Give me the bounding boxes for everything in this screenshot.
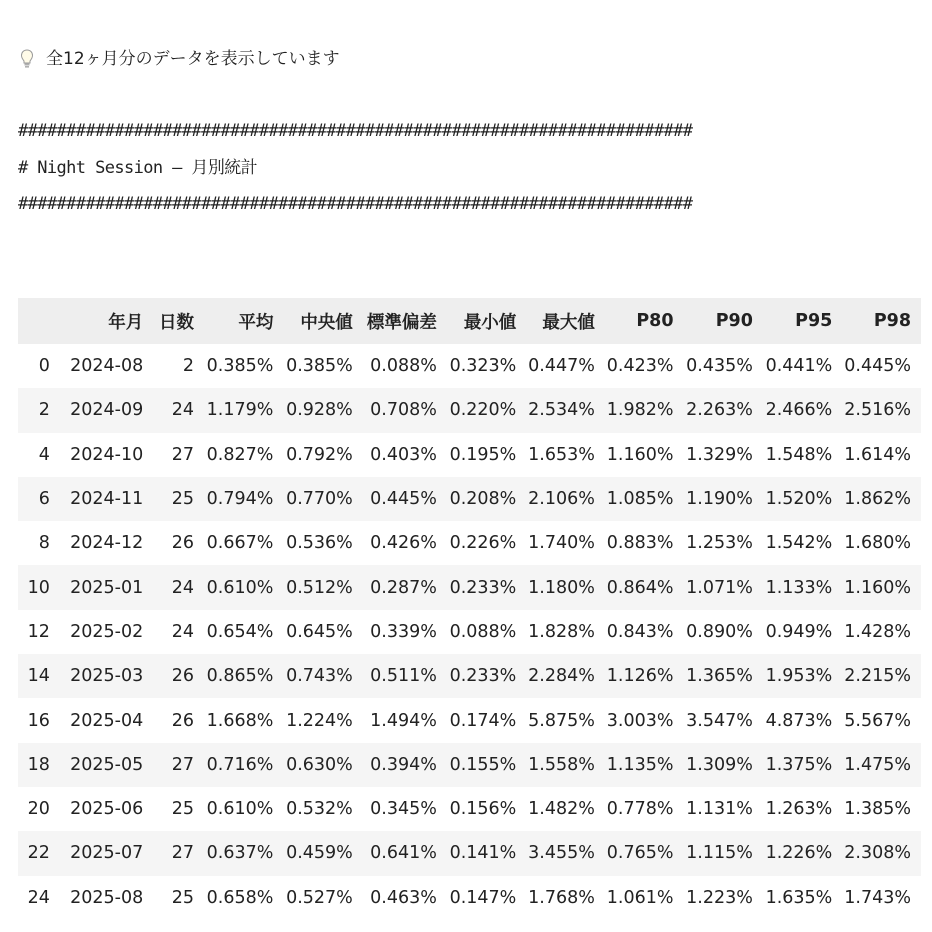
column-header-p98: P98 [873, 311, 911, 331]
table-row [18, 787, 921, 831]
cell-p98: 1.428% [844, 621, 911, 642]
cell-p80: 1.982% [606, 400, 674, 421]
cell-p80: 0.765% [606, 843, 674, 864]
cell-p95: 0.949% [765, 621, 833, 642]
cell-max: 3.455% [528, 843, 595, 864]
table-row [18, 876, 921, 920]
cell-month: 2025-03 [70, 666, 144, 687]
cell-max: 5.875% [528, 710, 595, 731]
cell-mean: 1.179% [206, 400, 274, 421]
cell-p95: 1.375% [765, 754, 833, 775]
cell-mean: 0.637% [206, 843, 274, 864]
column-header-p95: P95 [795, 311, 833, 331]
cell-days: 27 [171, 843, 194, 864]
cell-p95: 1.542% [765, 533, 833, 554]
cell-days: 26 [171, 666, 194, 687]
cell-days: 25 [171, 489, 194, 510]
cell-p98: 1.862% [844, 489, 911, 510]
cell-p90: 0.890% [686, 621, 753, 642]
column-header-min: 最小値 [463, 312, 517, 333]
cell-stddev: 0.403% [370, 444, 437, 465]
cell-median: 0.536% [286, 533, 353, 554]
cell-mean: 0.865% [206, 666, 274, 687]
cell-days: 24 [171, 621, 194, 642]
cell-p90: 1.253% [686, 533, 753, 554]
cell-mean: 1.668% [206, 710, 274, 731]
cell-p95: 1.548% [765, 444, 833, 465]
info-text: 全12ヶ月分のデータを表示しています [46, 49, 340, 69]
cell-p95: 1.226% [765, 843, 833, 864]
cell-median: 0.743% [286, 666, 353, 687]
cell-month: 2025-08 [70, 887, 144, 908]
cell-min: 0.156% [449, 799, 517, 820]
cell-month: 2025-07 [70, 843, 144, 864]
table-row [18, 477, 921, 521]
cell-max: 1.482% [528, 799, 595, 820]
cell-stddev: 0.641% [370, 843, 437, 864]
header-rule-top: ###################################################################### [18, 121, 693, 141]
cell-p98: 2.516% [844, 400, 911, 421]
cell-month: 2025-01 [70, 577, 144, 598]
cell-mean: 0.667% [206, 533, 274, 554]
section-title: # Night Session – 月別統計 [18, 158, 258, 178]
cell-stddev: 0.345% [370, 799, 437, 820]
cell-p80: 0.843% [606, 621, 674, 642]
monthly-stats-table [18, 298, 921, 920]
cell-p90: 1.309% [686, 754, 753, 775]
cell-median: 0.527% [286, 887, 353, 908]
column-header-mean: 平均 [238, 312, 274, 333]
table-row [18, 344, 921, 388]
cell-p95: 1.263% [765, 799, 833, 820]
cell-p80: 0.778% [606, 799, 674, 820]
cell-p90: 3.547% [686, 710, 753, 731]
cell-mean: 0.654% [206, 621, 274, 642]
table-row [18, 610, 921, 654]
cell-stddev: 0.394% [370, 754, 437, 775]
cell-p95: 1.953% [765, 666, 833, 687]
cell-stddev: 0.339% [370, 621, 437, 642]
cell-days: 27 [171, 444, 194, 465]
table-row [18, 433, 921, 477]
cell-index: 20 [27, 799, 50, 820]
cell-days: 27 [171, 754, 194, 775]
cell-max: 1.768% [528, 887, 595, 908]
cell-max: 2.106% [528, 489, 595, 510]
cell-median: 0.770% [286, 489, 353, 510]
cell-p98: 0.445% [844, 356, 911, 377]
cell-median: 0.645% [286, 621, 353, 642]
cell-month: 2025-06 [70, 799, 144, 820]
cell-min: 0.233% [449, 577, 517, 598]
cell-p90: 1.071% [686, 577, 753, 598]
cell-p95: 1.635% [765, 887, 833, 908]
cell-mean: 0.610% [206, 577, 274, 598]
lightbulb-icon [20, 49, 34, 69]
cell-index: 4 [38, 444, 50, 465]
cell-days: 25 [171, 799, 194, 820]
table-row [18, 831, 921, 875]
cell-p90: 1.115% [686, 843, 753, 864]
cell-p90: 2.263% [686, 400, 753, 421]
cell-max: 1.740% [528, 533, 595, 554]
cell-mean: 0.794% [206, 489, 274, 510]
cell-min: 0.174% [449, 710, 517, 731]
cell-max: 1.828% [528, 621, 595, 642]
cell-median: 0.512% [286, 577, 353, 598]
cell-month: 2024-10 [70, 444, 144, 465]
cell-index: 14 [27, 666, 50, 687]
cell-p98: 1.385% [844, 799, 911, 820]
table-header-row [18, 298, 921, 344]
column-header-p90: P90 [715, 311, 753, 331]
cell-stddev: 0.708% [370, 400, 437, 421]
cell-p98: 1.160% [844, 577, 911, 598]
table-row [18, 521, 921, 565]
cell-p95: 1.520% [765, 489, 833, 510]
cell-p80: 1.126% [606, 666, 674, 687]
table-row [18, 698, 921, 742]
cell-days: 24 [171, 577, 194, 598]
cell-p90: 0.435% [686, 356, 753, 377]
cell-p95: 2.466% [765, 400, 833, 421]
cell-min: 0.147% [449, 887, 517, 908]
cell-median: 0.459% [286, 843, 353, 864]
cell-p80: 0.423% [606, 356, 674, 377]
cell-mean: 0.658% [206, 887, 274, 908]
cell-median: 0.928% [286, 400, 353, 421]
cell-p90: 1.365% [686, 666, 753, 687]
cell-median: 0.630% [286, 754, 353, 775]
header-rule-bottom: ###################################################################### [18, 194, 693, 214]
cell-p98: 1.475% [844, 754, 911, 775]
cell-month: 2025-02 [70, 621, 144, 642]
cell-days: 26 [171, 533, 194, 554]
cell-p98: 1.614% [844, 444, 911, 465]
cell-median: 0.385% [286, 356, 353, 377]
cell-month: 2024-08 [70, 356, 144, 377]
cell-stddev: 0.426% [370, 533, 437, 554]
cell-max: 1.558% [528, 754, 595, 775]
cell-days: 25 [171, 887, 194, 908]
cell-p98: 1.743% [844, 887, 911, 908]
table-row [18, 654, 921, 698]
table-body [18, 344, 921, 920]
cell-max: 2.284% [528, 666, 595, 687]
cell-min: 0.195% [449, 444, 517, 465]
cell-p90: 1.190% [686, 489, 753, 510]
cell-month: 2025-04 [70, 710, 144, 731]
cell-p80: 1.061% [606, 887, 674, 908]
column-header-days: 日数 [159, 312, 194, 333]
table-row [18, 743, 921, 787]
cell-month: 2024-11 [70, 489, 144, 510]
cell-stddev: 1.494% [370, 710, 437, 731]
cell-median: 1.224% [286, 710, 353, 731]
cell-p98: 2.215% [844, 666, 911, 687]
cell-min: 0.226% [449, 533, 517, 554]
column-header-index [18, 298, 58, 344]
column-header-month: 年月 [108, 312, 144, 333]
cell-p80: 1.135% [606, 754, 674, 775]
cell-index: 24 [27, 887, 50, 908]
cell-stddev: 0.287% [370, 577, 437, 598]
cell-max: 2.534% [528, 400, 595, 421]
cell-p95: 0.441% [765, 356, 833, 377]
cell-p90: 1.131% [686, 799, 753, 820]
column-header-p80: P80 [636, 311, 674, 331]
cell-p98: 2.308% [844, 843, 911, 864]
cell-index: 0 [38, 356, 50, 377]
cell-index: 6 [38, 489, 50, 510]
cell-p98: 5.567% [844, 710, 911, 731]
cell-stddev: 0.445% [370, 489, 437, 510]
cell-p90: 1.329% [686, 444, 753, 465]
cell-max: 1.180% [528, 577, 595, 598]
cell-mean: 0.716% [206, 754, 274, 775]
cell-p95: 1.133% [765, 577, 833, 598]
cell-stddev: 0.088% [370, 356, 437, 377]
cell-p80: 0.883% [606, 533, 674, 554]
cell-min: 0.220% [449, 400, 517, 421]
cell-month: 2025-05 [70, 754, 144, 775]
cell-days: 26 [171, 710, 194, 731]
cell-index: 8 [38, 533, 50, 554]
cell-p80: 1.160% [606, 444, 674, 465]
cell-p95: 4.873% [765, 710, 833, 731]
cell-min: 0.233% [449, 666, 517, 687]
cell-p80: 3.003% [606, 710, 674, 731]
cell-index: 18 [27, 754, 50, 775]
cell-p80: 0.864% [606, 577, 674, 598]
cell-mean: 0.827% [206, 444, 274, 465]
cell-median: 0.532% [286, 799, 353, 820]
cell-month: 2024-09 [70, 400, 144, 421]
cell-min: 0.141% [449, 843, 517, 864]
table-row [18, 565, 921, 609]
column-header-max: 最大値 [542, 312, 595, 333]
cell-month: 2024-12 [70, 533, 144, 554]
cell-min: 0.208% [449, 489, 517, 510]
info-message [20, 46, 340, 72]
cell-index: 2 [38, 400, 50, 421]
cell-index: 10 [27, 577, 50, 598]
cell-median: 0.792% [286, 444, 353, 465]
cell-min: 0.155% [449, 754, 517, 775]
cell-min: 0.088% [449, 621, 517, 642]
cell-min: 0.323% [449, 356, 517, 377]
column-header-median: 中央値 [300, 312, 353, 333]
cell-days: 2 [182, 356, 194, 377]
cell-index: 12 [27, 621, 50, 642]
cell-max: 0.447% [528, 356, 595, 377]
cell-days: 24 [171, 400, 194, 421]
cell-index: 22 [27, 843, 50, 864]
cell-stddev: 0.511% [370, 666, 437, 687]
cell-mean: 0.385% [206, 356, 274, 377]
cell-index: 16 [27, 710, 50, 731]
table-row [18, 388, 921, 432]
cell-max: 1.653% [528, 444, 595, 465]
column-header-stddev: 標準偏差 [366, 312, 437, 333]
cell-p80: 1.085% [606, 489, 674, 510]
cell-mean: 0.610% [206, 799, 274, 820]
cell-p90: 1.223% [686, 887, 753, 908]
cell-p98: 1.680% [844, 533, 911, 554]
cell-stddev: 0.463% [370, 887, 437, 908]
